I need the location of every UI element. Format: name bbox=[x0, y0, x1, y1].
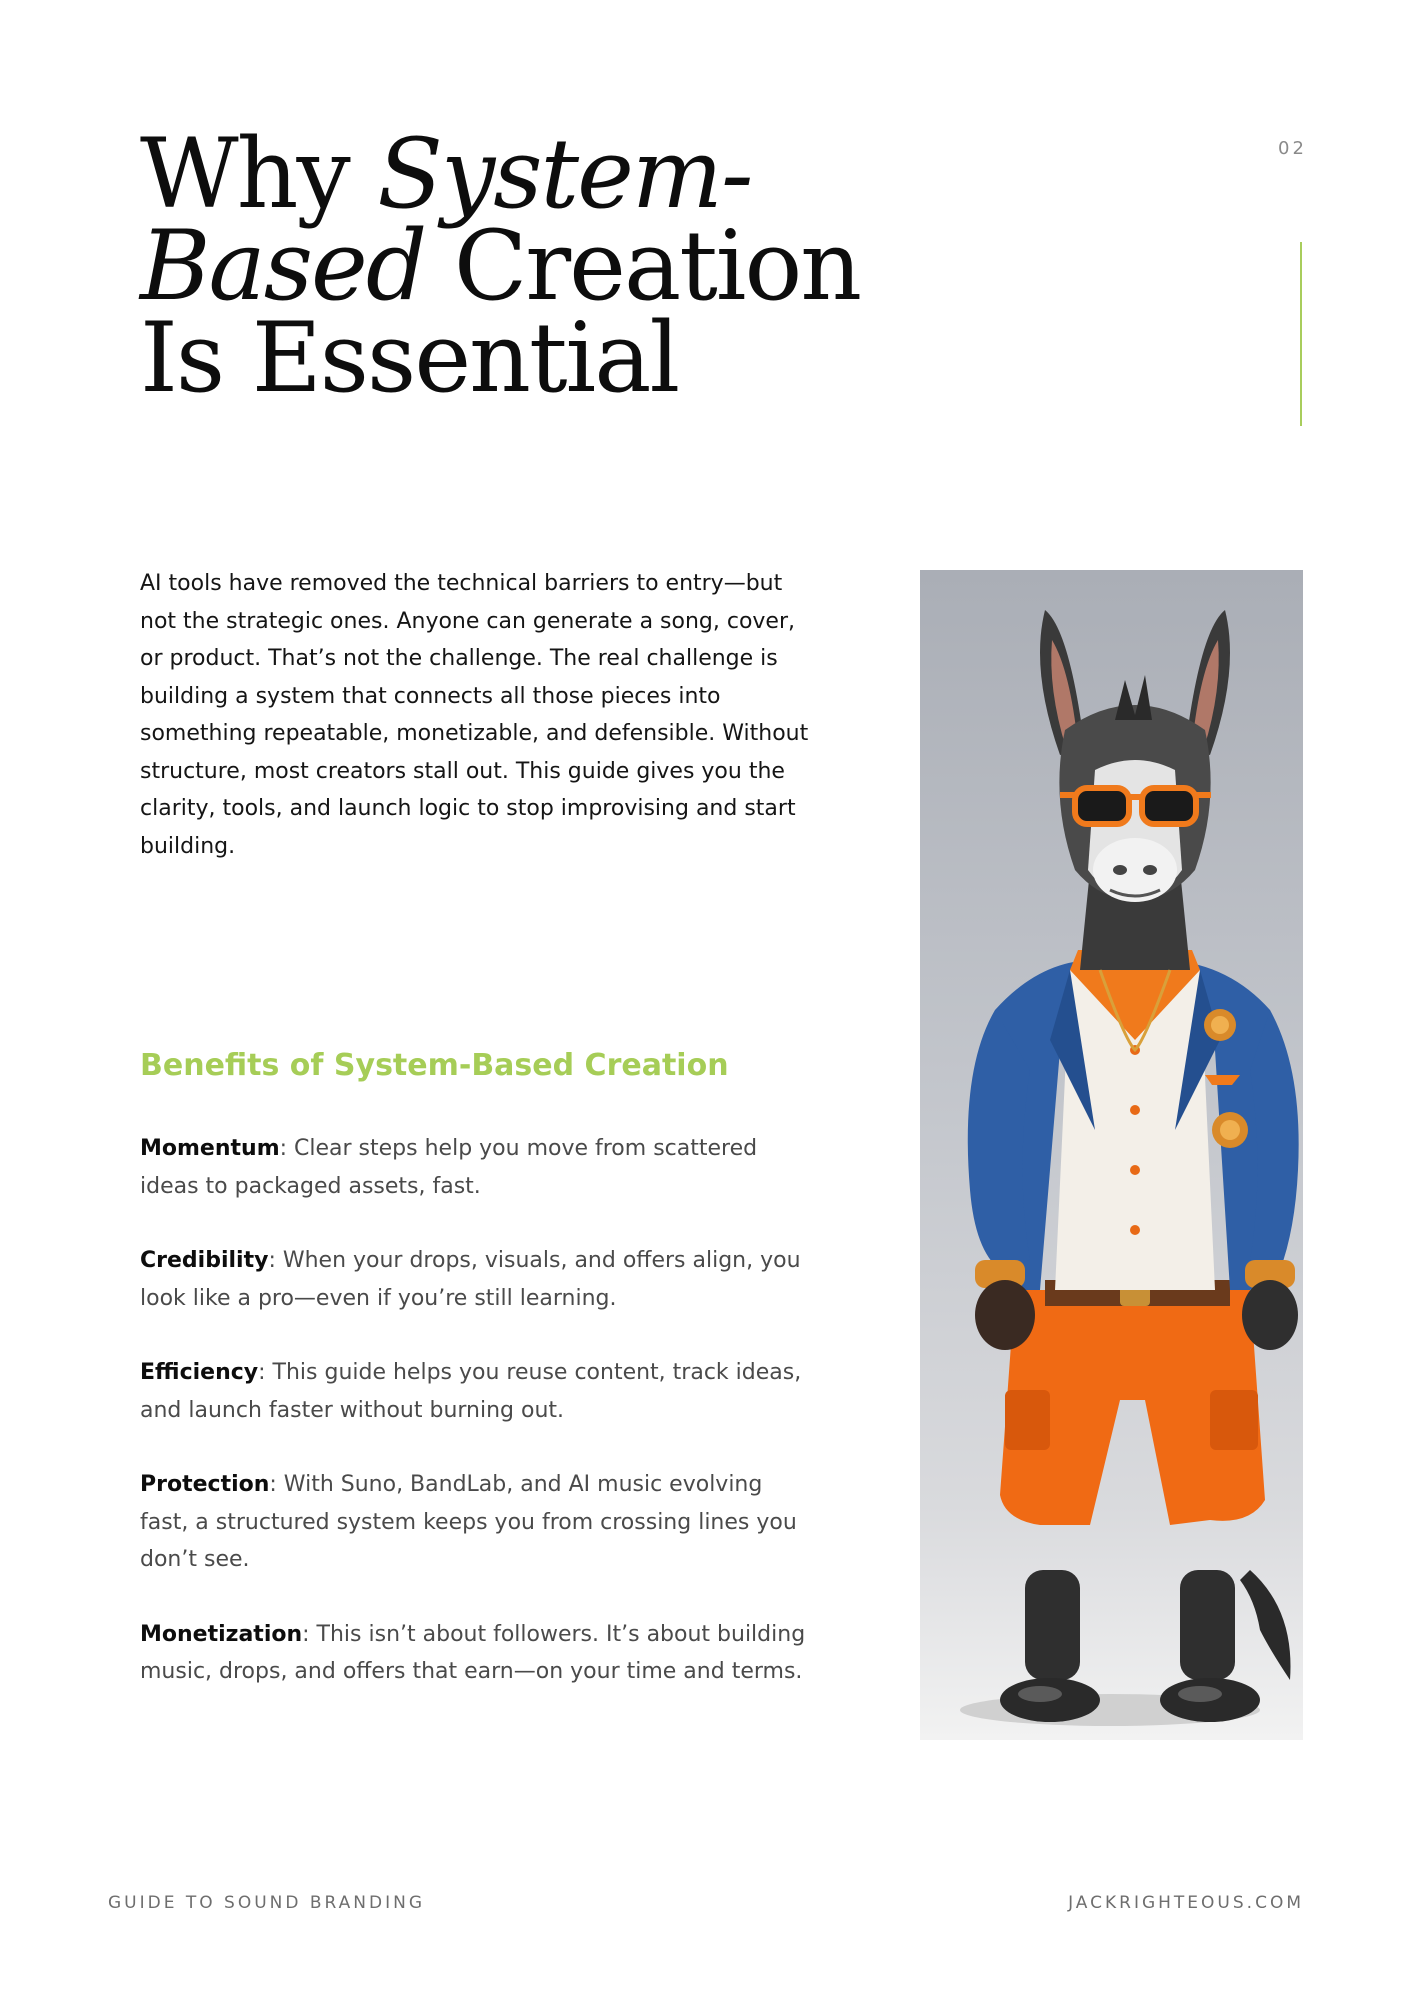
benefit-term: Credibility bbox=[140, 1248, 269, 1273]
title-line-essential: Is Essential bbox=[140, 302, 679, 414]
benefit-text: : When your drops, visuals, and offers align, you look like a pro—even if you’re still learning. bbox=[140, 1248, 801, 1311]
title-word-creation: Creation bbox=[425, 210, 861, 322]
benefit-efficiency bbox=[140, 1354, 810, 1429]
benefit-text: : This isn’t about followers. It’s about building music, drops, and offers that earn—on your time and terms. bbox=[140, 1621, 806, 1684]
footer-website: JACKRIGHTEOUS.COM bbox=[1068, 1893, 1304, 1913]
page-number: 02 bbox=[1278, 138, 1307, 159]
benefit-term: Momentum bbox=[140, 1136, 280, 1161]
benefit-protection bbox=[140, 1466, 810, 1579]
benefit-text: : With Suno, BandLab, and AI music evolving fast, a structured system keeps you from crossing lines you don’t see. bbox=[140, 1472, 797, 1572]
benefit-text: : This guide helps you reuse content, track ideas, and launch faster without burning out. bbox=[140, 1360, 802, 1423]
title-italic-based: Based bbox=[140, 210, 426, 322]
benefit-text: : Clear steps help you move from scattered ideas to packaged assets, fast. bbox=[140, 1136, 758, 1199]
benefit-credibility bbox=[140, 1242, 810, 1317]
page-title bbox=[140, 118, 861, 414]
benefit-monetization bbox=[140, 1616, 810, 1691]
benefit-term: Efficiency bbox=[140, 1360, 259, 1385]
intro-paragraph: AI tools have removed the technical barriers to entry—but not the strategic ones. Anyone can generate a song, cover, or product. That’s not the challenge. The real challenge is building a system that connects all those pieces into something repeatable, monetizable, and defensible. Without structure, most creators stall out. This guide gives you the clarity, tools, and launch logic to stop improvising and start building. bbox=[140, 571, 809, 859]
footer-guide-title: GUIDE TO SOUND BRANDING bbox=[108, 1893, 425, 1913]
accent-divider bbox=[1300, 242, 1302, 426]
benefit-term: Monetization bbox=[140, 1621, 303, 1647]
title-italic-system: System- bbox=[377, 118, 752, 230]
benefits-list bbox=[140, 1130, 810, 1728]
benefits-heading: Benefits of System-Based Creation bbox=[140, 1048, 729, 1083]
benefit-term: Protection bbox=[140, 1472, 270, 1497]
donkey-mascot-illustration bbox=[920, 570, 1303, 1740]
title-word-why: Why bbox=[140, 118, 378, 230]
benefit-momentum bbox=[140, 1130, 810, 1205]
donkey-mascot-svg bbox=[920, 570, 1303, 1740]
